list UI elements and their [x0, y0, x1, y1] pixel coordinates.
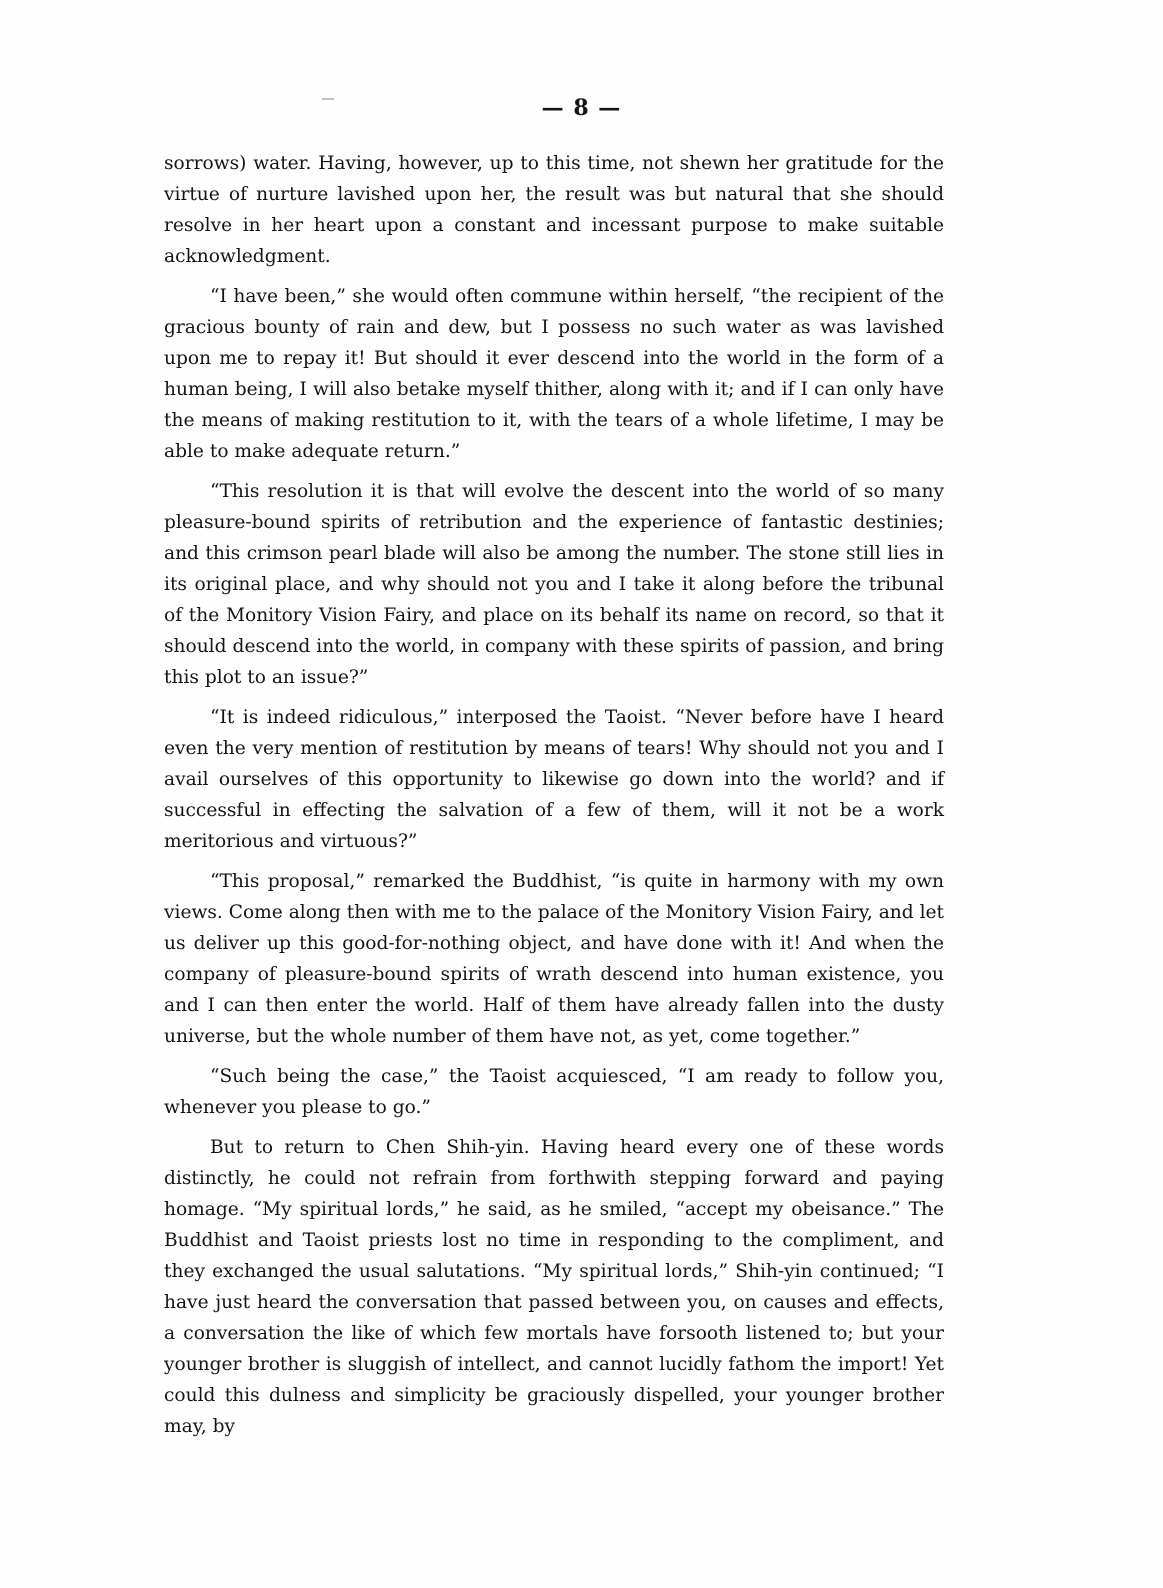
paragraph-4: “It is indeed ridiculous,” interposed the Taoist. “Never before have I heard even the very mention of restitution by means of tears! Why should not you and I avail ourselves of this opportunity to likewise go down into the world? and if successful in effecting the salvation of a few of them, will it not be a work meritorious and virtuous?” — [164, 707, 944, 852]
paragraph-5: “This proposal,” remarked the Buddhist, “is quite in harmony with my own views. Come along then with me to the palace of the Monitory Vision Fairy, and let us deliver up this good-for-nothing object, and have done with it! And when the company of pleasure-bound spirits of wrath descend into human existence, you and I can then enter the world. Half of them have already fallen into the dusty universe, but the whole number of them have not, as yet, come together.” — [164, 871, 944, 1047]
paragraph-2: “I have been,” she would often commune within herself, “the recipient of the gracious bounty of rain and dew, but I possess no such water as was lavished upon me to repay it! But should it ever descend into the world in the form of a human being, I will also betake myself thither, along with it; and if I can only have the means of making restitution to it, with the tears of a whole lifetime, I may be able to make adequate return.” — [164, 286, 944, 462]
body-text — [164, 148, 944, 1451]
paragraph-1: sorrows) water. Having, however, up to this time, not shewn her gratitude for the virtue of nurture lavished upon her, the result was but natural that she should resolve in her heart upon a constant and incessant purpose to make suitable acknowledgment. — [164, 153, 944, 267]
page-number: — 8 — — [541, 95, 622, 121]
paragraph-7: But to return to Chen Shih-yin. Having heard every one of these words distinctly, he could not refrain from forthwith stepping forward and paying homage. “My spiritual lords,” he said, as he smiled, “accept my obeisance.” The Buddhist and Taoist priests lost no time in responding to the compliment, and they exchanged the usual salutations. “My spiritual lords,” Shih-yin continued; “I have just heard the conversation that passed between you, on causes and effects, a conversation the like of which few mortals have forsooth listened to; but your younger brother is sluggish of intellect, and cannot lucidly fathom the import! Yet could this dulness and simplicity be graciously dispelled, your younger brother may, by — [164, 1137, 944, 1437]
paragraph-6: “Such being the case,” the Taoist acquiesced, “I am ready to follow you, whenever you please to go.” — [164, 1066, 944, 1118]
paragraph-3: “This resolution it is that will evolve the descent into the world of so many pleasure-bound spirits of retribution and the experience of fantastic destinies; and this crimson pearl blade will also be among the number. The stone still lies in its original place, and why should not you and I take it along before the tribunal of the Monitory Vision Fairy, and place on its behalf its name on record, so that it should descend into the world, in company with these spirits of passion, and bring this plot to an issue?” — [164, 481, 944, 688]
